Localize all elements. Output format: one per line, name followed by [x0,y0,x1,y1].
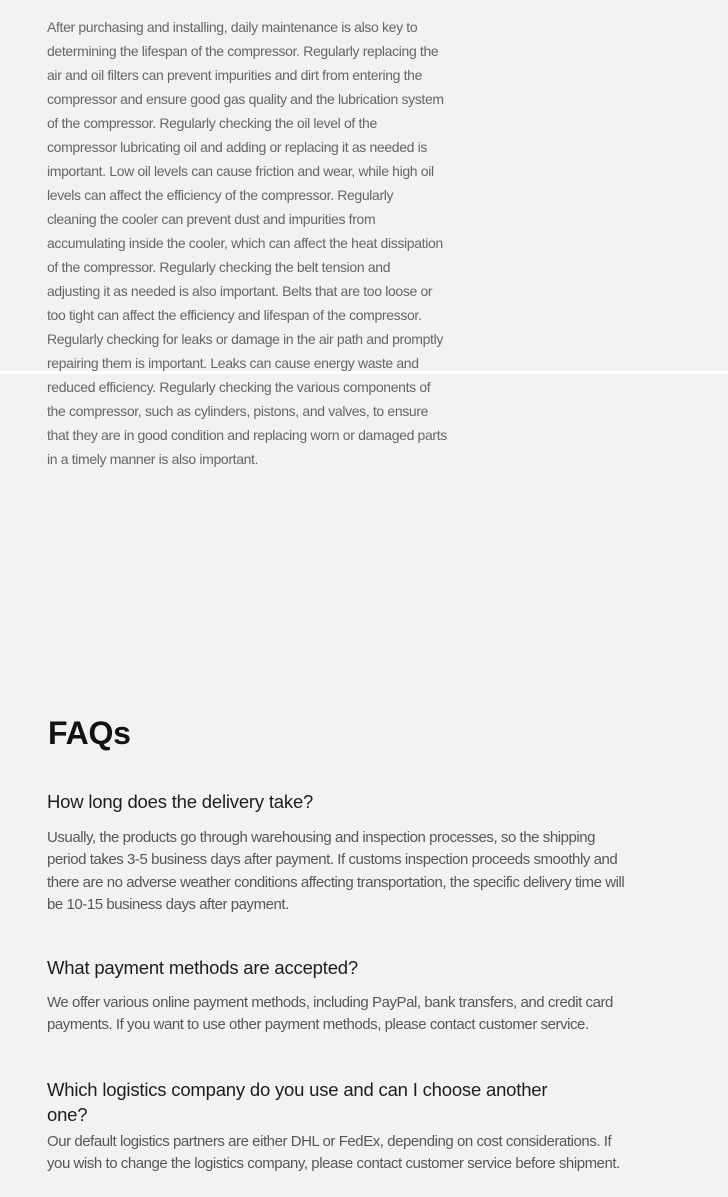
faq-question-payment-methods: What payment methods are accepted? [47,957,358,978]
faq-answer-delivery-time: Usually, the products go through warehousing and inspection processes, so the shipping period takes 3-5 business days after payment. If customs inspection proceeds smoothly and there are no adverse weather conditions affecting transportation, the specific delivery time will be 10-15 business days after payment. [47,829,625,914]
faq-section-background [0,374,728,1197]
maintenance-description-paragraph: After purchasing and installing, daily maintenance is also key to determining the lifespan of the compressor. Regularly replacing the air and oil filters can prevent impurities and dirt from entering the compressor and ensure good gas quality and the lubrication system of the compressor. Regularly checking the oil level of the compressor lubricating oil and adding or replacing it as needed is important. Low oil levels can cause friction and wear, while high oil levels can affect the efficiency of the compressor. Regularly cleaning the cooler can prevent dust and impurities from accumulating inside the cooler, which can affect the heat dissipation of the compressor. Regularly checking the belt tension and adjusting it as needed is also important. Belts that are too loose or too tight can affect the efficiency and lifespan of the compressor. Regularly checking for leaks or damage in the air path and promptly repairing them is important. Leaks can cause energy waste and reduced efficiency. Regularly checking the various components of the compressor, such as cylinders, pistons, and valves, to ensure that they are in good condition and replacing worn or damaged parts in a timely manner is also important. [47,19,447,467]
faq-answer-payment-methods: We offer various online payment methods, including PayPal, bank transfers, and credit card payments. If you want to use other payment methods, please contact customer service. [47,994,613,1034]
faq-answer-logistics-company: Our default logistics partners are either DHL or FedEx, depending on cost considerations. If you wish to change the logistics company, please contact customer service before shipment. [47,1133,620,1173]
faq-question-logistics-company: Which logistics company do you use and can I choose another one? [47,1079,548,1125]
faqs-heading: FAQs [48,715,131,751]
faq-question-delivery-time: How long does the delivery take? [47,791,314,812]
